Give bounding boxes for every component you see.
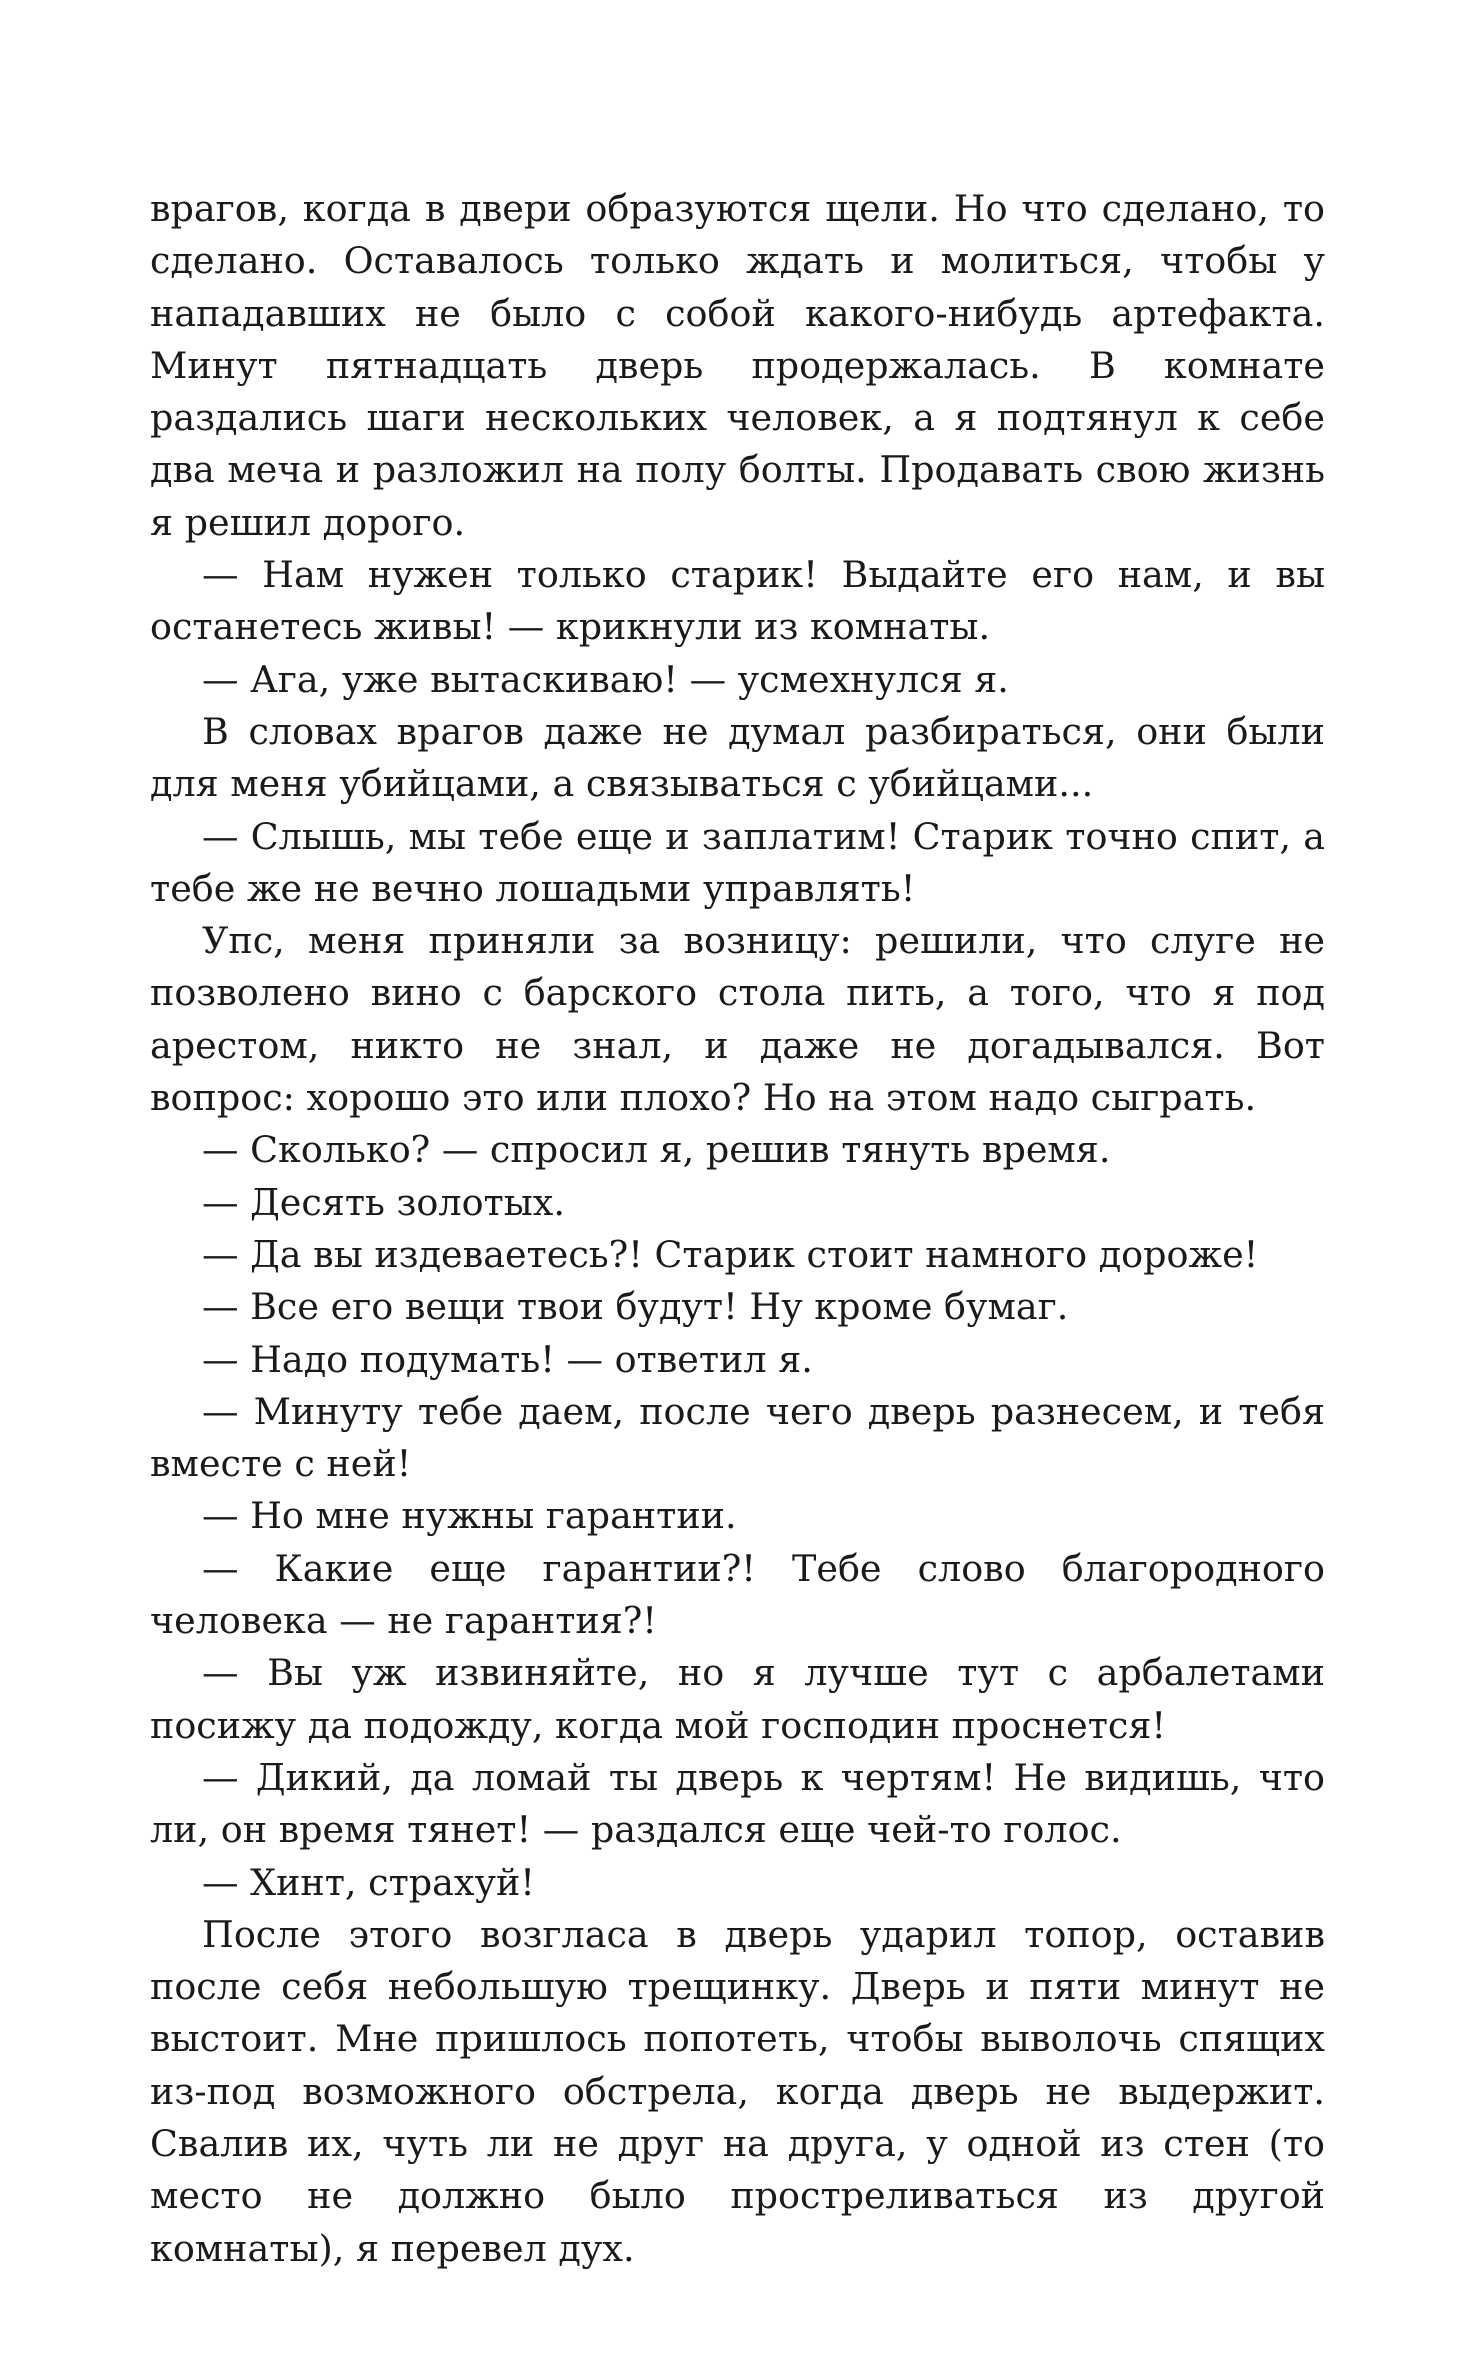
paragraph-10: — Все его вещи твои будут! Ну кроме бумаг. <box>202 1285 1069 1329</box>
paragraph-14: — Какие еще гарантии?! Тебе слово благородного человека — не гарантия?! <box>150 1546 1325 1643</box>
paragraph-8: — Десять золотых. <box>202 1180 565 1224</box>
paragraph-6: Упс, меня приняли за возницу: решили, что слуге не позволено вино с барского стола пить, а того, что я под арестом, никто не знал, и даже не догадывался. Вот вопрос: хорошо это или плохо? Но на этом надо сыграть. <box>150 919 1325 1120</box>
paragraph-2: — Нам нужен только старик! Выдайте его нам, и вы останетесь живы! — крикнули из комнаты. <box>150 553 1325 649</box>
paragraph-18: После этого возгласа в дверь ударил топор, оставив после себя небольшую трещинку. Дверь и пяти минут не выстоит. Мне пришлось попотеть, чтобы выволочь спящих из-под возможного обстрела, когда дверь не выдержит. Свалив их, чуть ли не друг на друга, у одной из стен (то место не должно было простреливаться из другой комнаты), я перевел дух. <box>150 1912 1325 2270</box>
paragraph-7: — Сколько? — спросил я, решив тянуть время. <box>202 1128 1111 1172</box>
paragraph-15: — Вы уж извиняйте, но я лучше тут с арбалетами посижу да подожду, когда мой господин проснется! <box>150 1651 1325 1747</box>
paragraph-17: — Хинт, страхуй! <box>202 1860 535 1904</box>
paragraph-13: — Но мне нужны гарантии. <box>202 1494 737 1538</box>
paragraph-11: — Надо подумать! — ответил я. <box>202 1337 813 1381</box>
book-page-text <box>150 183 1325 2275</box>
paragraph-3: — Ага, уже вытаскиваю! — усмехнулся я. <box>202 657 1009 701</box>
paragraph-1: врагов, когда в двери образуются щели. Но что сделано, то сделано. Оставалось только ждать и молиться, чтобы у нападавших не было с собой какого-нибудь артефакта. Минут пятнадцать дверь продержалась. В комнате раздались шаги нескольких человек, а я подтянул к себе два меча и разложил на полу болты. Продавать свою жизнь я решил дорого. <box>150 187 1325 544</box>
paragraph-4: В словах врагов даже не думал разбираться, они были для меня убийцами, а связываться с убийцами... <box>150 709 1325 806</box>
paragraph-12: — Минуту тебе даем, после чего дверь разнесем, и тебя вместе с ней! <box>150 1389 1325 1486</box>
paragraph-5: — Слышь, мы тебе еще и заплатим! Старик точно спит, а тебе же не вечно лошадьми управлять! <box>150 814 1325 910</box>
paragraph-16: — Дикий, да ломай ты дверь к чертям! Не видишь, что ли, он время тянет! — раздался еще чей-то голос. <box>150 1755 1325 1852</box>
paragraph-9: — Да вы издеваетесь?! Старик стоит намного дороже! <box>202 1232 1259 1276</box>
